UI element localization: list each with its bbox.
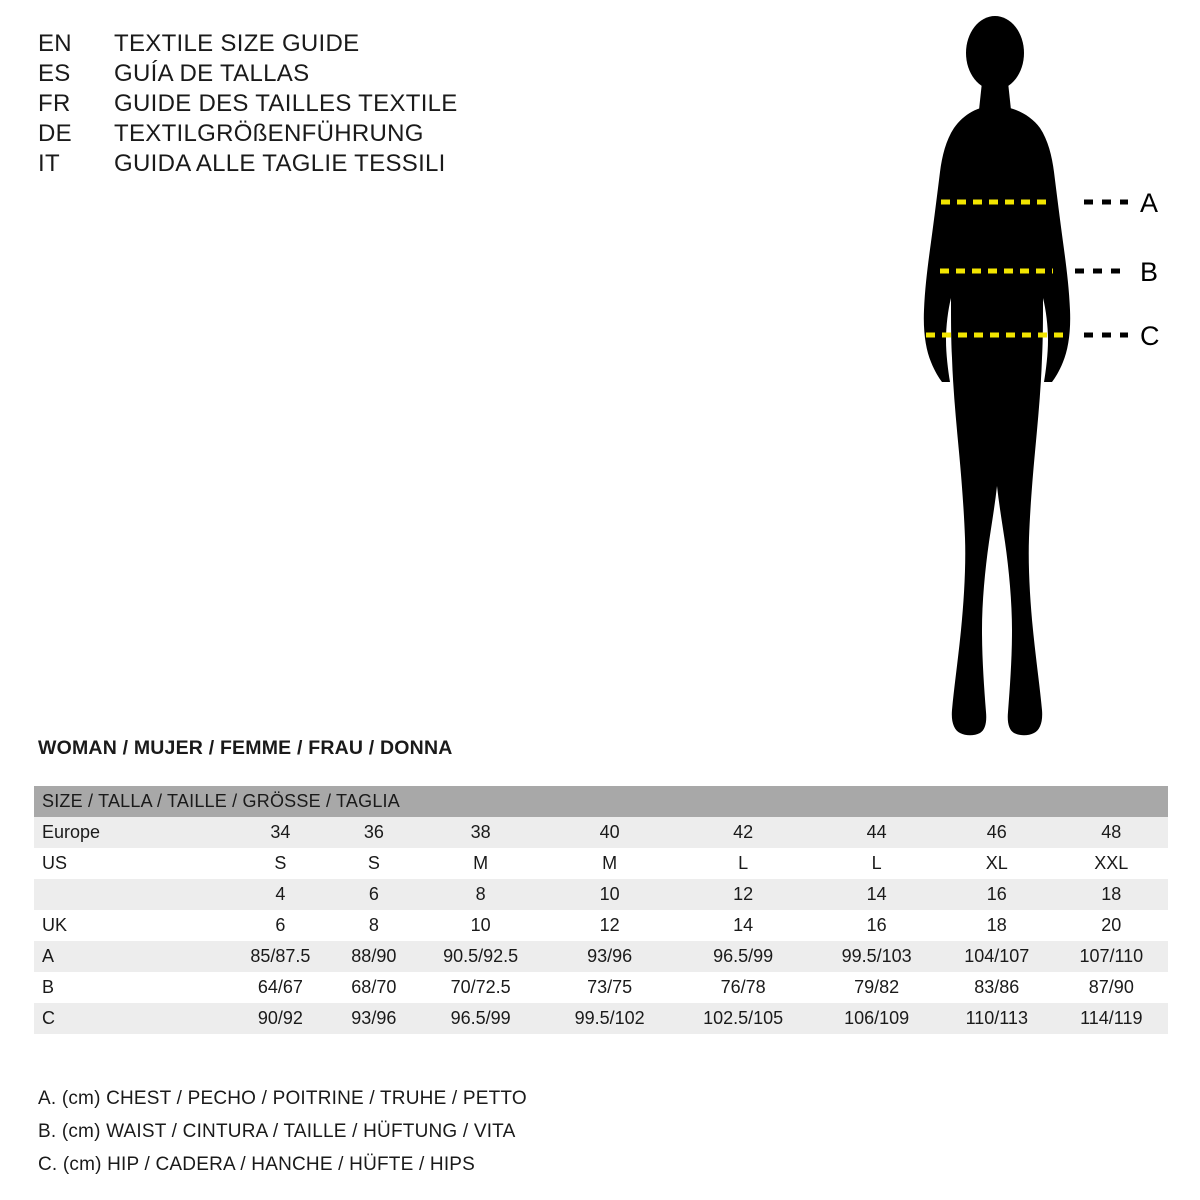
row-label: US bbox=[34, 848, 227, 879]
title-row bbox=[38, 30, 598, 58]
table-cell: 99.5/102 bbox=[547, 1003, 672, 1034]
table-header-cell: SIZE / TALLA / TAILLE / GRÖSSE / TAGLIA bbox=[34, 786, 1168, 817]
table-cell: 12 bbox=[547, 910, 672, 941]
language-code: FR bbox=[38, 90, 71, 117]
table-cell: 6 bbox=[334, 879, 414, 910]
table-cell: 93/96 bbox=[334, 1003, 414, 1034]
table-cell: 18 bbox=[939, 910, 1055, 941]
table-cell: 40 bbox=[547, 817, 672, 848]
table-cell: 16 bbox=[939, 879, 1055, 910]
table-cell: 107/110 bbox=[1055, 941, 1168, 972]
title-block bbox=[38, 30, 598, 180]
table-cell: L bbox=[672, 848, 814, 879]
language-code: EN bbox=[38, 30, 72, 57]
table-cell: 104/107 bbox=[939, 941, 1055, 972]
table-row bbox=[34, 972, 1168, 1003]
row-label: B bbox=[34, 972, 227, 1003]
table-cell: L bbox=[814, 848, 939, 879]
title-text: TEXTILE SIZE GUIDE bbox=[114, 30, 360, 57]
table-cell: XXL bbox=[1055, 848, 1168, 879]
table-row bbox=[34, 817, 1168, 848]
table-cell: 88/90 bbox=[334, 941, 414, 972]
table-cell: 8 bbox=[414, 879, 547, 910]
table-cell: 12 bbox=[672, 879, 814, 910]
row-label bbox=[34, 879, 227, 910]
table-cell: 4 bbox=[227, 879, 334, 910]
table-cell: 34 bbox=[227, 817, 334, 848]
title-text: GUIDE DES TAILLES TEXTILE bbox=[114, 90, 458, 117]
table-cell: 46 bbox=[939, 817, 1055, 848]
table-cell: 48 bbox=[1055, 817, 1168, 848]
table-cell: 14 bbox=[672, 910, 814, 941]
table-cell: 110/113 bbox=[939, 1003, 1055, 1034]
title-text: TEXTILGRÖßENFÜHRUNG bbox=[114, 120, 424, 147]
marker-label-c: C bbox=[1140, 321, 1160, 351]
title-row bbox=[38, 120, 598, 148]
table-cell: 16 bbox=[814, 910, 939, 941]
section-label-woman: WOMAN / MUJER / FEMME / FRAU / DONNA bbox=[38, 737, 453, 759]
table-cell: 36 bbox=[334, 817, 414, 848]
measurement-figure bbox=[860, 10, 1190, 770]
table-cell: 90.5/92.5 bbox=[414, 941, 547, 972]
female-silhouette bbox=[924, 16, 1070, 735]
table-cell: 68/70 bbox=[334, 972, 414, 1003]
table-cell: 90/92 bbox=[227, 1003, 334, 1034]
table-cell: 10 bbox=[414, 910, 547, 941]
table-cell: S bbox=[334, 848, 414, 879]
table-cell: 6 bbox=[227, 910, 334, 941]
marker-label-a: A bbox=[1140, 188, 1159, 218]
table-row bbox=[34, 879, 1168, 910]
row-label: UK bbox=[34, 910, 227, 941]
table-cell: XL bbox=[939, 848, 1055, 879]
table-cell: 102.5/105 bbox=[672, 1003, 814, 1034]
table-cell: 99.5/103 bbox=[814, 941, 939, 972]
table-cell: 10 bbox=[547, 879, 672, 910]
table-cell: 106/109 bbox=[814, 1003, 939, 1034]
row-label: A bbox=[34, 941, 227, 972]
table-row bbox=[34, 910, 1168, 941]
table-cell: 70/72.5 bbox=[414, 972, 547, 1003]
table-cell: 44 bbox=[814, 817, 939, 848]
title-row bbox=[38, 60, 598, 88]
legend-item-waist: B. (cm) WAIST / CINTURA / TAILLE / HÜFTUNG / VITA bbox=[38, 1121, 516, 1142]
table-cell: 42 bbox=[672, 817, 814, 848]
language-code: IT bbox=[38, 150, 60, 177]
table-cell: 87/90 bbox=[1055, 972, 1168, 1003]
table-row bbox=[34, 1003, 1168, 1034]
table-cell: 18 bbox=[1055, 879, 1168, 910]
table-cell: 114/119 bbox=[1055, 1003, 1168, 1034]
table-cell: S bbox=[227, 848, 334, 879]
size-table bbox=[34, 786, 1168, 1034]
table-header-row bbox=[34, 786, 1168, 817]
legend-item-hip: C. (cm) HIP / CADERA / HANCHE / HÜFTE / HIPS bbox=[38, 1154, 476, 1175]
table-cell: M bbox=[547, 848, 672, 879]
table-row bbox=[34, 941, 1168, 972]
table-cell: 20 bbox=[1055, 910, 1168, 941]
row-label: C bbox=[34, 1003, 227, 1034]
language-code: ES bbox=[38, 60, 71, 87]
table-cell: 85/87.5 bbox=[227, 941, 334, 972]
table-cell: 64/67 bbox=[227, 972, 334, 1003]
marker-label-b: B bbox=[1140, 257, 1159, 287]
title-row bbox=[38, 150, 598, 178]
table-cell: 38 bbox=[414, 817, 547, 848]
table-cell: 73/75 bbox=[547, 972, 672, 1003]
legend-item-chest: A. (cm) CHEST / PECHO / POITRINE / TRUHE / PETTO bbox=[38, 1088, 527, 1109]
table-cell: 83/86 bbox=[939, 972, 1055, 1003]
language-code: DE bbox=[38, 120, 72, 147]
table-cell: 14 bbox=[814, 879, 939, 910]
table-body bbox=[34, 817, 1168, 1034]
table-cell: 93/96 bbox=[547, 941, 672, 972]
table-cell: 8 bbox=[334, 910, 414, 941]
title-text: GUIDA ALLE TAGLIE TESSILI bbox=[114, 150, 446, 177]
table-cell: 76/78 bbox=[672, 972, 814, 1003]
table-cell: 79/82 bbox=[814, 972, 939, 1003]
legend bbox=[38, 1088, 527, 1187]
title-text: GUÍA DE TALLAS bbox=[114, 60, 310, 87]
table-row bbox=[34, 848, 1168, 879]
table-head bbox=[34, 786, 1168, 817]
table-cell: 96.5/99 bbox=[672, 941, 814, 972]
table-cell: M bbox=[414, 848, 547, 879]
table-cell: 96.5/99 bbox=[414, 1003, 547, 1034]
title-row bbox=[38, 90, 598, 118]
row-label: Europe bbox=[34, 817, 227, 848]
